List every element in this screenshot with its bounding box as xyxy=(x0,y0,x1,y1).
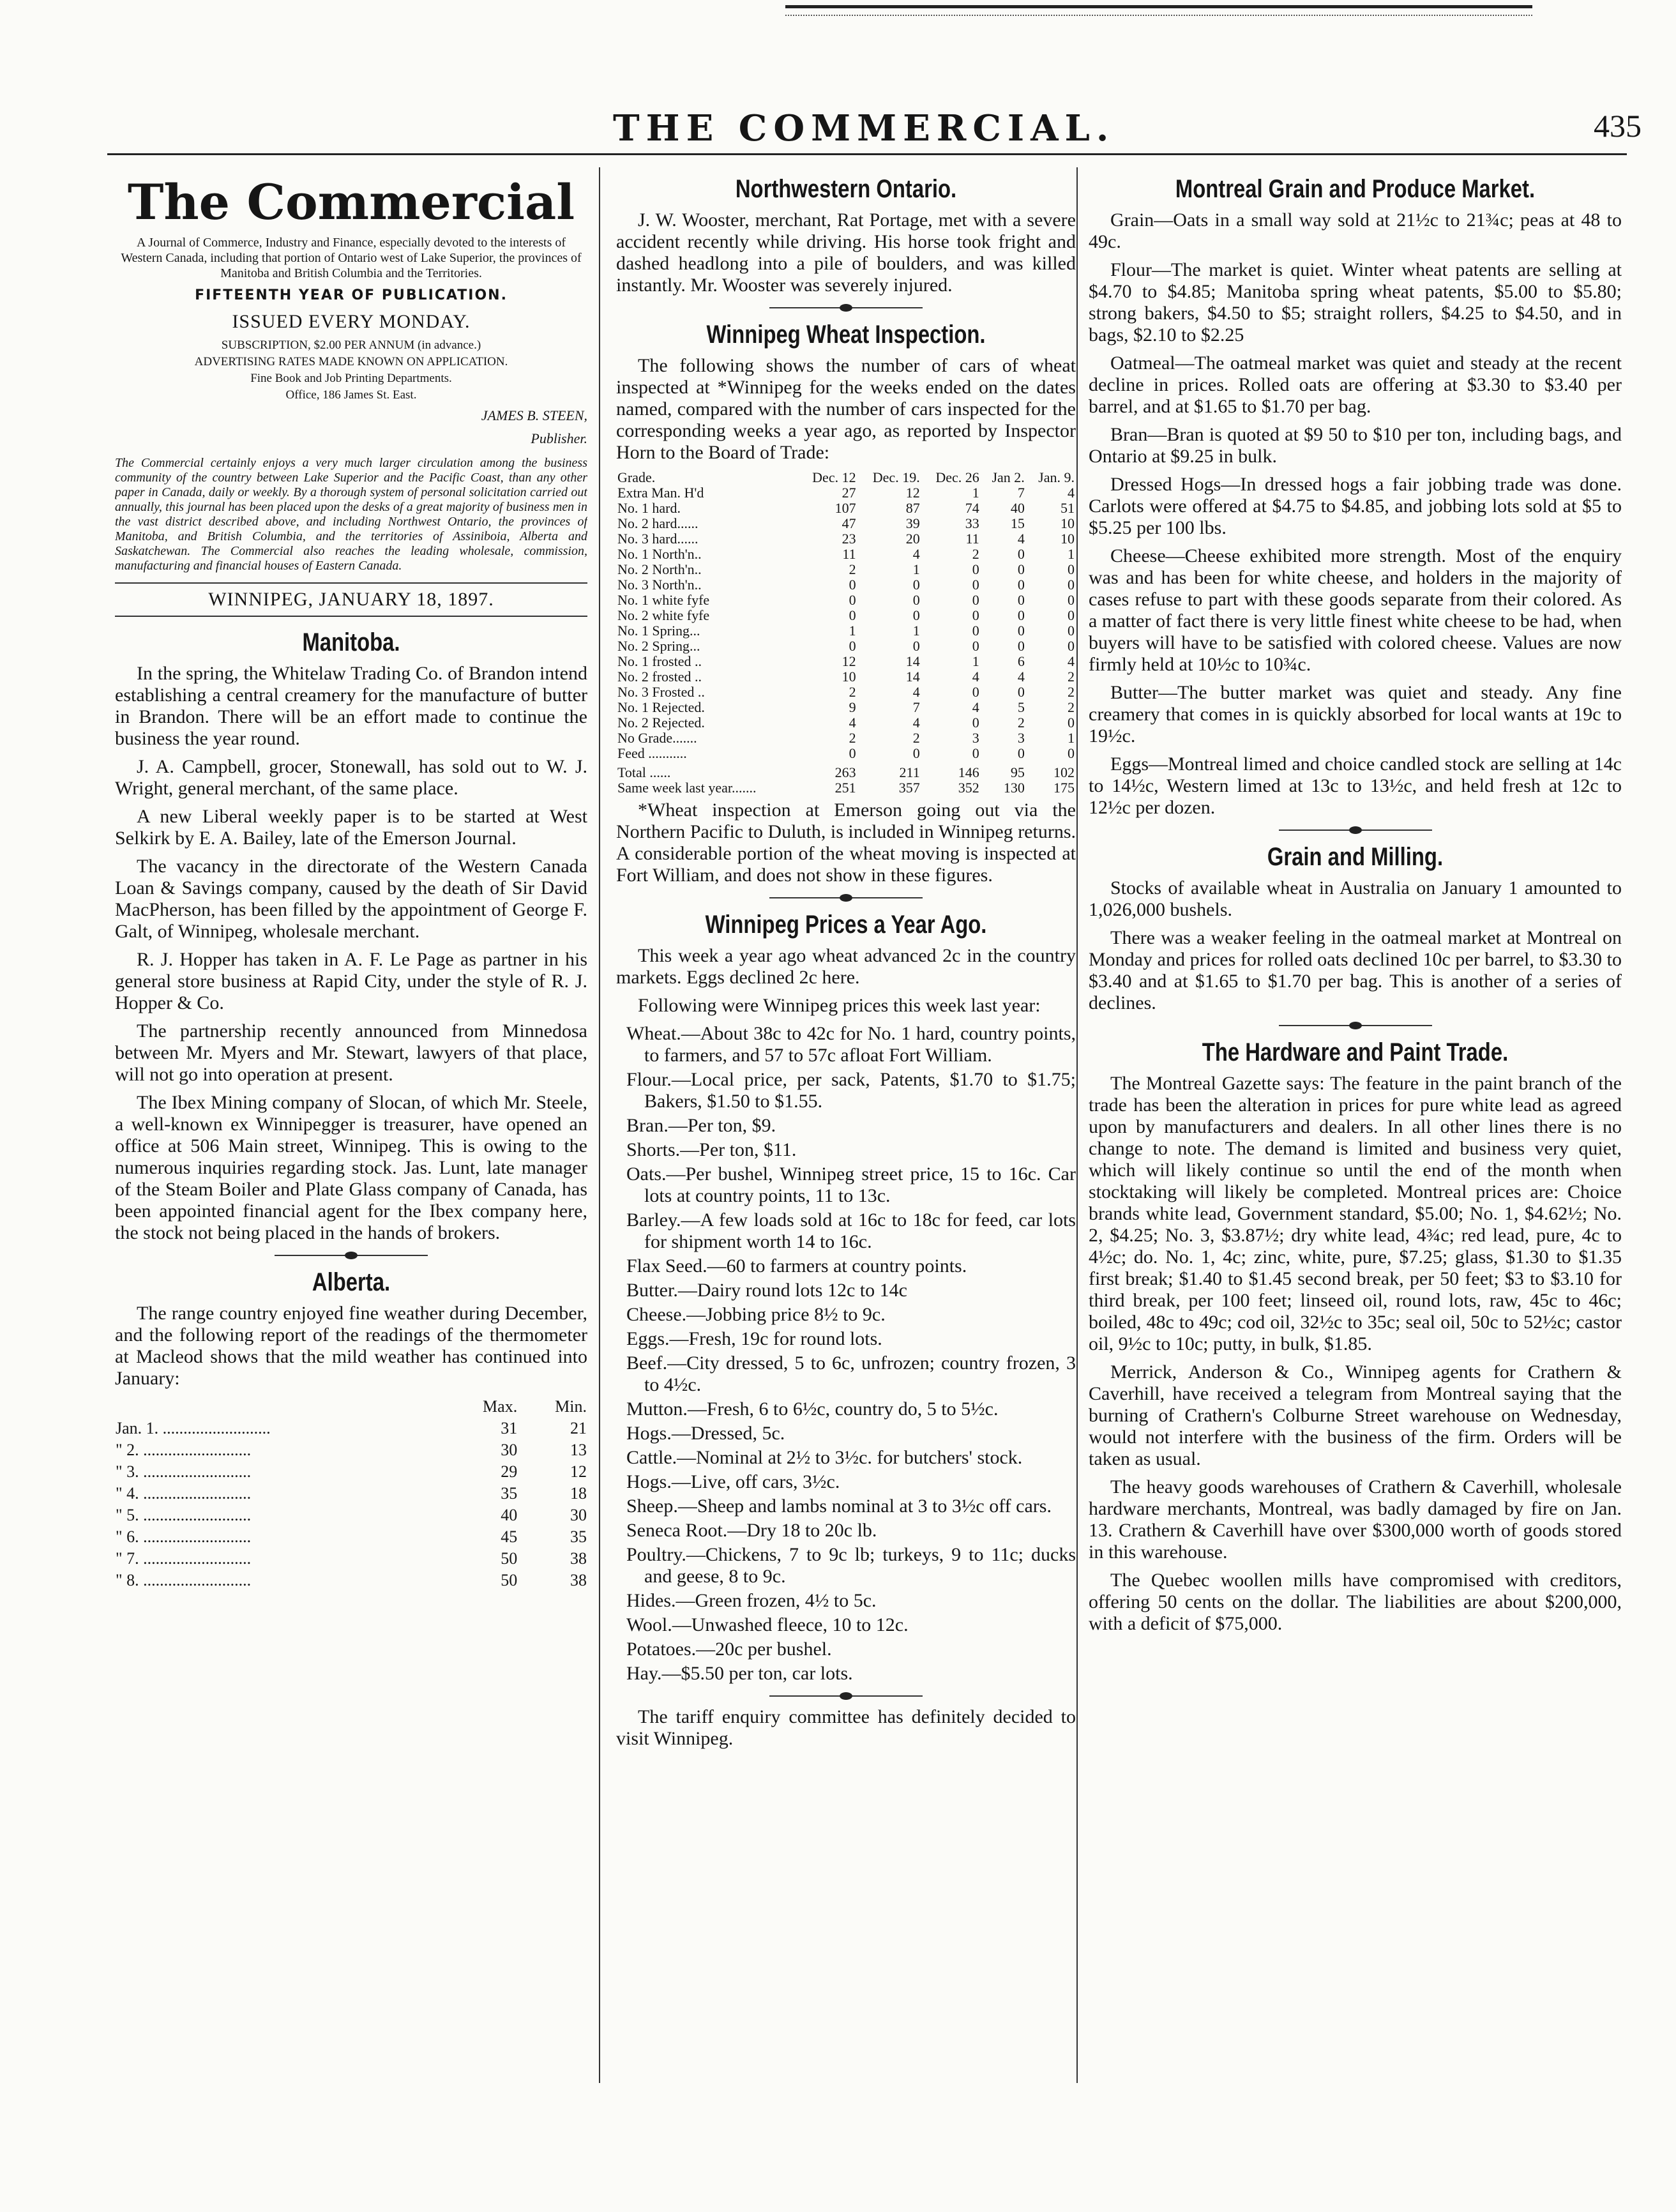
price-item: Hides.—Green frozen, 4½ to 5c. xyxy=(626,1590,877,1611)
table-cell: 0 xyxy=(1068,577,1075,593)
table-cell: 2 xyxy=(1068,699,1075,715)
table-cell: 4 xyxy=(912,546,920,562)
table-cell: Extra Man. H'd xyxy=(617,485,704,501)
article-paragraph: The range country enjoyed fine weather during December, and the following report of the readings of the thermometer at Macleod shows that the mild weather has continued into January: xyxy=(115,1303,587,1389)
table-cell: 4 xyxy=(1017,669,1025,685)
table-cell: " 8. .......................... xyxy=(116,1571,252,1589)
table-cell: 30 xyxy=(501,1441,518,1459)
table-cell: 102 xyxy=(1053,764,1075,780)
table-cell: No. 2 white fyfe xyxy=(617,607,710,623)
table-cell: 12 xyxy=(842,653,856,669)
column-rule xyxy=(599,167,600,2083)
table-cell: 23 xyxy=(842,531,856,547)
table-cell: 0 xyxy=(912,592,920,608)
table-cell: 0 xyxy=(849,577,856,593)
table-cell: 10 xyxy=(1061,515,1075,531)
table-row xyxy=(115,1548,587,1570)
table-row xyxy=(616,577,1076,593)
table-row xyxy=(115,1483,587,1504)
section-separator xyxy=(769,1691,923,1701)
publisher-name: JAMES B. STEEN, xyxy=(481,407,587,423)
table-cell: 0 xyxy=(972,684,979,700)
table-cell: 3 xyxy=(1017,730,1025,746)
table-row xyxy=(616,623,1076,639)
table-cell: No. 1 white fyfe xyxy=(617,592,710,608)
table-cell: 2 xyxy=(849,684,856,700)
table-row xyxy=(616,501,1076,516)
table-cell: 4 xyxy=(849,715,856,731)
table-cell: 20 xyxy=(905,531,920,547)
article-paragraph: Dressed Hogs—In dressed hogs a fair jobbing trade was done. Carlots were offered at $4.75 to $4.85, and jobbing lots sold at $5 to $5.25 per 100 lbs. xyxy=(1089,474,1622,538)
article-paragraph: Flour—The market is quiet. Winter wheat patents are selling at $4.70 to $4.85; Manitoba spring wheat patents, $5.00 to $5.80; strong bakers, $4.50 to $5; straight rollers, $4.25 to $4.50, and in bags, $2.10 to $2.25 xyxy=(1089,259,1622,345)
article-paragraph: There was a weaker feeling in the oatmeal market at Montreal on Monday and prices for rolled oats declined 10c per barrel, to $3.30 to $3.40 and at $1.65 to $1.70 per bag. This is another of a series of declines. xyxy=(1089,927,1622,1013)
column-rule xyxy=(1076,167,1078,2083)
table-cell: No. 1 North'n.. xyxy=(617,546,702,562)
table-cell: 0 xyxy=(1017,546,1025,562)
table-cell: 18 xyxy=(570,1484,587,1503)
masthead-title: The Commercial xyxy=(127,174,575,231)
table-header-cell: Dec. 12 xyxy=(812,469,856,485)
table-cell: 35 xyxy=(570,1527,587,1546)
table-cell: 40 xyxy=(1010,500,1025,516)
table-cell: 1 xyxy=(972,653,979,669)
table-cell: 352 xyxy=(958,780,979,796)
running-head xyxy=(0,107,1676,152)
table-cell: 12 xyxy=(905,485,920,501)
table-cell: 4 xyxy=(912,715,920,731)
table-cell: 4 xyxy=(1068,485,1075,501)
table-cell: 4 xyxy=(972,669,979,685)
table-header-cell: Jan. 9. xyxy=(1038,469,1075,485)
table-cell: 7 xyxy=(1017,485,1025,501)
wheat-inspection-note: *Wheat inspection at Emerson going out via the Northern Pacific to Duluth, is included in Winnipeg returns. A considerable portion of the wheat moving is inspected at Fort William, and does not show in these figures. xyxy=(616,799,1076,886)
table-header-cell: Jan 2. xyxy=(992,469,1025,485)
table-cell: 0 xyxy=(1017,607,1025,623)
table-cell: 0 xyxy=(1017,623,1025,639)
header-rule xyxy=(107,153,1627,155)
table-cell: 95 xyxy=(1010,764,1025,780)
price-item: Wool.—Unwashed fleece, 10 to 12c. xyxy=(626,1614,909,1635)
table-cell: 0 xyxy=(849,592,856,608)
table-cell: 0 xyxy=(972,592,979,608)
column-1 xyxy=(115,167,587,2019)
table-total-row xyxy=(616,761,1076,780)
table-cell: 35 xyxy=(501,1484,518,1503)
article-paragraph: In the spring, the Whitelaw Trading Co. of Brandon intend establishing a central creamery for the manufacture of butter in Brandon. There will be an effort made to continue the business the year round. xyxy=(115,663,587,749)
table-cell: 39 xyxy=(905,515,920,531)
article-paragraph: Stocks of available wheat in Australia on January 1 amounted to 1,026,000 bushels. xyxy=(1089,877,1622,920)
price-item: Poultry.—Chickens, 7 to 9c lb; turkeys, 9 to 11c; ducks and geese, 8 to 9c. xyxy=(626,1544,1076,1587)
table-cell: " 3. .......................... xyxy=(116,1462,252,1481)
table-row xyxy=(115,1418,587,1439)
table-cell: No. 2 Rejected. xyxy=(617,715,705,731)
article-paragraph: Oatmeal—The oatmeal market was quiet and steady at the recent decline in prices. Rolled oats are offering at $3.30 to $3.40 per barrel, and at $1.65 to $1.70 per bag. xyxy=(1089,352,1622,417)
table-cell: 0 xyxy=(1068,745,1075,761)
section-separator xyxy=(769,303,923,313)
table-cell: 0 xyxy=(1017,745,1025,761)
table-row xyxy=(616,685,1076,700)
price-item: Hogs.—Live, off cars, 3½c. xyxy=(626,1471,840,1492)
table-row xyxy=(616,669,1076,685)
table-cell: 251 xyxy=(834,780,856,796)
table-cell: 0 xyxy=(972,607,979,623)
temperature-table xyxy=(115,1396,587,1591)
price-item: Flax Seed.—60 to farmers at country points. xyxy=(626,1255,967,1276)
table-row xyxy=(616,731,1076,746)
dateline: WINNIPEG, JANUARY 18, 1897. xyxy=(115,582,587,617)
table-cell: 0 xyxy=(849,745,856,761)
table-cell: 0 xyxy=(972,623,979,639)
table-header-cell xyxy=(115,1396,442,1418)
running-title: THE COMMERCIAL. xyxy=(613,107,1115,149)
price-item: Seneca Root.—Dry 18 to 20c lb. xyxy=(626,1520,877,1541)
table-cell: 10 xyxy=(842,669,856,685)
section-heading-grain-milling: Grain and Milling. xyxy=(1267,843,1444,871)
table-cell: 15 xyxy=(1010,515,1025,531)
section-heading-alberta: Alberta. xyxy=(312,1268,391,1296)
table-cell: 0 xyxy=(1017,638,1025,654)
table-cell: 2 xyxy=(912,730,920,746)
table-cell: " 4. .......................... xyxy=(116,1484,252,1503)
price-item: Butter.—Dairy round lots 12c to 14c xyxy=(626,1280,907,1301)
table-cell: 0 xyxy=(1068,592,1075,608)
table-header-row xyxy=(115,1396,587,1418)
advertising-rates: ADVERTISING RATES MADE KNOWN ON APPLICATION. xyxy=(194,355,508,368)
table-cell: 263 xyxy=(834,764,856,780)
article-paragraph: The heavy goods warehouses of Crathern & Caverhill, wholesale hardware merchants, Montreal, was badly damaged by fire on Jan. 13. Crathern & Caverhill have over $300,000 worth of goods stored in this warehouse. xyxy=(1089,1476,1622,1563)
table-cell: 27 xyxy=(842,485,856,501)
price-item: Cheese.—Jobbing price 8½ to 9c. xyxy=(626,1304,886,1325)
table-cell: Feed ........... xyxy=(617,745,687,761)
price-item: Wheat.—About 38c to 42c for No. 1 hard, country points, to farmers, and 57 to 57c afloat Fort William. xyxy=(626,1023,1076,1066)
table-header-cell: Grade. xyxy=(617,469,656,485)
article-paragraph: J. W. Wooster, merchant, Rat Portage, met with a severe accident recently while driving. His horse took fright and dashed headlong into a pile of boulders, and was killed instantly. Mr. Wooster was severely injured. xyxy=(616,209,1076,296)
table-cell: 31 xyxy=(501,1419,518,1437)
publisher-title: Publisher. xyxy=(531,430,587,446)
table-cell: 2 xyxy=(849,561,856,577)
table-cell: 107 xyxy=(834,500,856,516)
table-cell: No. 1 Rejected. xyxy=(617,699,705,715)
tariff-note: The tariff enquiry committee has definitely decided to visit Winnipeg. xyxy=(616,1706,1076,1749)
section-separator xyxy=(1279,1020,1432,1031)
table-row xyxy=(616,485,1076,501)
table-cell: 4 xyxy=(972,699,979,715)
section-heading-hardware: The Hardware and Paint Trade. xyxy=(1202,1038,1509,1066)
table-cell: 0 xyxy=(1068,715,1075,731)
table-cell: 21 xyxy=(570,1419,587,1437)
table-cell: 4 xyxy=(912,684,920,700)
top-edge-rule xyxy=(785,5,1532,16)
table-cell: 2 xyxy=(1068,669,1075,685)
table-cell: 0 xyxy=(1017,561,1025,577)
article-paragraph: Following were Winnipeg prices this week last year: xyxy=(638,995,1041,1016)
table-cell: 0 xyxy=(1068,638,1075,654)
table-row xyxy=(616,700,1076,715)
table-cell: 2 xyxy=(972,546,979,562)
table-cell: 74 xyxy=(965,500,979,516)
price-item: Sheep.—Sheep and lambs nominal at 3 to 3½c off cars. xyxy=(626,1496,1052,1517)
table-header-row xyxy=(616,470,1076,485)
price-item: Hay.—$5.50 per ton, car lots. xyxy=(626,1663,853,1684)
table-cell: " 6. .......................... xyxy=(116,1527,252,1546)
table-cell: 1 xyxy=(972,485,979,501)
wheat-inspection-table xyxy=(616,470,1076,796)
table-cell: Same week last year....... xyxy=(617,780,757,796)
table-cell: 3 xyxy=(972,730,979,746)
table-cell: 14 xyxy=(905,653,920,669)
table-cell: 0 xyxy=(972,715,979,731)
table-cell: 5 xyxy=(1017,699,1025,715)
article-paragraph: A new Liberal weekly paper is to be started at West Selkirk by E. A. Bailey, late of the Emerson Journal. xyxy=(115,806,587,849)
table-cell: 38 xyxy=(570,1549,587,1568)
price-item: Bran.—Per ton, $9. xyxy=(626,1115,776,1136)
table-cell: 0 xyxy=(849,607,856,623)
table-cell: 38 xyxy=(570,1571,587,1589)
price-item: Cattle.—Nominal at 2½ to 3½c. for butchers' stock. xyxy=(626,1447,1023,1468)
table-cell: 0 xyxy=(972,638,979,654)
column-3 xyxy=(1089,167,1622,2019)
table-cell: 130 xyxy=(1003,780,1025,796)
table-cell: 29 xyxy=(501,1462,518,1481)
section-separator xyxy=(769,893,923,903)
table-cell: 6 xyxy=(1017,653,1025,669)
table-cell: 211 xyxy=(899,764,920,780)
table-header-cell: Min. xyxy=(555,1397,587,1416)
table-header-cell: Max. xyxy=(483,1397,518,1416)
table-cell: 1 xyxy=(1068,730,1075,746)
table-header-cell: Dec. 26 xyxy=(935,469,979,485)
table-row xyxy=(115,1526,587,1548)
table-row xyxy=(115,1570,587,1591)
table-cell: 4 xyxy=(1017,531,1025,547)
table-cell: No. 3 hard...... xyxy=(617,531,698,547)
table-cell: 11 xyxy=(842,546,856,562)
article-paragraph: Grain—Oats in a small way sold at 21½c to 21¾c; peas at 48 to 49c. xyxy=(1089,209,1622,252)
table-row xyxy=(616,562,1076,577)
table-cell: 0 xyxy=(912,638,920,654)
table-cell: 0 xyxy=(1017,577,1025,593)
table-cell: No. 2 hard...... xyxy=(617,515,698,531)
article-paragraph: Bran—Bran is quoted at $9 50 to $10 per ton, including bags, and Ontario at $9.25 in bulk. xyxy=(1089,424,1622,467)
table-last-year-row xyxy=(616,780,1076,796)
table-header-cell: Dec. 19. xyxy=(872,469,920,485)
table-cell: 2 xyxy=(1068,684,1075,700)
table-row xyxy=(616,715,1076,731)
section-heading-northwestern-ontario: Northwestern Ontario. xyxy=(735,175,957,203)
table-cell: 2 xyxy=(1017,715,1025,731)
table-cell: 146 xyxy=(958,764,979,780)
table-cell: 0 xyxy=(912,745,920,761)
table-cell: 12 xyxy=(570,1462,587,1481)
article-paragraph: Eggs—Montreal limed and choice candled stock are selling at 14c to 14½c, Western limed at 13c to 13½c, and held fresh at 12c to 12½c per dozen. xyxy=(1089,754,1622,818)
table-cell: " 5. .......................... xyxy=(116,1506,252,1524)
table-cell: " 7. .......................... xyxy=(116,1549,252,1568)
masthead-description: A Journal of Commerce, Industry and Finance, especially devoted to the interests of Western Canada, including that portion of Ontario west of Lake Superior, the provinces of Manitoba and British Columbia and the Territories. xyxy=(121,236,582,280)
article-paragraph: The Ibex Mining company of Slocan, of which Mr. Steele, a well-known ex Winnipegger is treasurer, have opened an office at 506 Main street, Winnipeg. This is owing to the numerous inquiries regarding stock. Jas. Lunt, late manager of the Steam Boiler and Plate Glass company of Canada, has been appointed financial agent for the Ibex company here, the stock not being placed in the hands of brokers. xyxy=(115,1092,587,1243)
table-cell: 1 xyxy=(1068,546,1075,562)
table-cell: 0 xyxy=(912,607,920,623)
price-item: Hogs.—Dressed, 5c. xyxy=(626,1423,785,1444)
table-cell: 0 xyxy=(912,577,920,593)
table-row xyxy=(616,547,1076,562)
section-heading-wheat-inspection: Winnipeg Wheat Inspection. xyxy=(706,321,986,349)
section-heading-prices-year-ago: Winnipeg Prices a Year Ago. xyxy=(705,911,987,939)
table-cell: 1 xyxy=(912,561,920,577)
table-cell: 4 xyxy=(1068,653,1075,669)
section-separator xyxy=(275,1250,428,1261)
section-separator xyxy=(1279,825,1432,835)
table-cell: " 2. .......................... xyxy=(116,1441,252,1459)
page-number: 435 xyxy=(1594,108,1642,144)
table-cell: 2 xyxy=(849,730,856,746)
table-cell: No. 1 hard. xyxy=(617,500,681,516)
price-item: Beef.—City dressed, 5 to 6c, unfrozen; country frozen, 3 to 4½c. xyxy=(626,1352,1076,1395)
article-paragraph: The Montreal Gazette says: The feature in the paint branch of the trade has been the alteration in prices for pure white lead as agreed upon by manufacturers and dealers. In all other lines there is no change to note. The demand is limited and business very quiet, which will likely continue so until the end of the month when stocktaking will likely be completed. Montreal prices are: Choice brands white lead, Government standard, $5.00; No. 1, $4.62½; No. 2, $4.25; No. 3, $3.87½; dry white lead, 4¾c; red lead, pure, 4c to 4½c; do. No. 1, 4c; zinc, white, pure, $7.25; glass, $1.30 to $1.35 first break; $1.40 to $1.45 second break, per 50 feet; $3 to $3.10 for third break, per 100 feet; linseed oil, round lots, raw, 45c to 46c; boiled, 48c to 49c; cod oil, 32½c to 35c; seal oil, 50c to 52½c; castor oil, 9½c to 10c; putty, in bulk, $1.85. xyxy=(1089,1073,1622,1354)
table-cell: 47 xyxy=(842,515,856,531)
article-paragraph: The partnership recently announced from Minnedosa between Mr. Myers and Mr. Stewart, lawyers of that place, will not go into operation at present. xyxy=(115,1020,587,1085)
article-paragraph: J. A. Campbell, grocer, Stonewall, has sold out to W. J. Wright, general merchant, of the same place. xyxy=(115,756,587,799)
office-address: Office, 186 James St. East. xyxy=(285,388,417,402)
table-cell: 87 xyxy=(905,500,920,516)
table-row xyxy=(616,639,1076,654)
price-item: Mutton.—Fresh, 6 to 6½c, country do, 5 to 5½c. xyxy=(626,1398,999,1420)
table-cell: Total ...... xyxy=(617,764,671,780)
table-cell: 9 xyxy=(849,699,856,715)
table-cell: 33 xyxy=(965,515,979,531)
table-row xyxy=(115,1461,587,1483)
price-item: Flour.—Local price, per sack, Patents, $1.70 to $1.75; Bakers, $1.50 to $1.55. xyxy=(626,1069,1076,1112)
table-row xyxy=(616,654,1076,669)
publication-year: FIFTEENTH YEAR OF PUBLICATION. xyxy=(195,287,508,303)
table-cell: 50 xyxy=(501,1571,518,1589)
table-row xyxy=(616,593,1076,608)
table-cell: Jan. 1. .......................... xyxy=(116,1419,271,1437)
table-cell: 30 xyxy=(570,1506,587,1524)
table-cell: 0 xyxy=(972,561,979,577)
table-cell: No. 2 frosted .. xyxy=(617,669,702,685)
article-paragraph: Merrick, Anderson & Co., Winnipeg agents for Crathern & Caverhill, have received a telegram from Montreal saying that the burning of Crathern's Colburne Street warehouse on Wednesday, would not interfere with the business of the firm. Orders will be taken as usual. xyxy=(1089,1361,1622,1469)
article-paragraph: The vacancy in the directorate of the Western Canada Loan & Savings company, caused by the death of Sir David MacPherson, has been filled by the appointment of George F. Galt, of Winnipeg, wholesale merchant. xyxy=(115,856,587,942)
table-cell: 10 xyxy=(1061,531,1075,547)
table-cell: 1 xyxy=(912,623,920,639)
table-cell: 0 xyxy=(849,638,856,654)
table-cell: No. 2 North'n.. xyxy=(617,561,702,577)
article-paragraph: R. J. Hopper has taken in A. F. Le Page as partner in his general store business at Rapid City, under the style of R. J. Hopper & Co. xyxy=(115,949,587,1013)
article-paragraph: Butter—The butter market was quiet and steady. Any fine creamery that comes in is quickly absorbed for local wants at 19c to 19½c. xyxy=(1089,682,1622,746)
subscription-rate: SUBSCRIPTION, $2.00 PER ANNUM (in advance.) xyxy=(221,338,481,352)
table-cell: 0 xyxy=(972,577,979,593)
article-paragraph: Cheese—Cheese exhibited more strength. Most of the enquiry was and has been for white cheese, and holders in the majority of cases refuse to part with these goods separate from their colored. As a matter of fact there is very little finest white cheese to be had, when buyers will have to be satisfied with colored cheese. Values are now firmly held at 10½c to 10¾c. xyxy=(1089,545,1622,675)
table-row xyxy=(616,608,1076,623)
table-cell: No Grade....... xyxy=(617,730,697,746)
table-row xyxy=(616,746,1076,761)
article-paragraph: The Quebec woollen mills have compromised with creditors, offering 50 cents on the dollar. The liabilities are about $200,000, with a deficit of $75,000. xyxy=(1089,1570,1622,1634)
table-row xyxy=(115,1439,587,1461)
table-cell: 0 xyxy=(1017,592,1025,608)
issue-frequency: ISSUED EVERY MONDAY. xyxy=(232,311,471,332)
price-item: Shorts.—Per ton, $11. xyxy=(626,1139,797,1160)
table-row xyxy=(115,1504,587,1526)
price-item: Oats.—Per bushel, Winnipeg street price, 15 to 16c. Car lots at country points, 11 to 13c. xyxy=(626,1163,1076,1206)
table-cell: No. 3 Frosted .. xyxy=(617,684,705,700)
table-cell: No. 1 frosted .. xyxy=(617,653,702,669)
table-cell: 7 xyxy=(912,699,920,715)
table-cell: 51 xyxy=(1061,500,1075,516)
table-cell: 175 xyxy=(1053,780,1075,796)
article-paragraph: The following shows the number of cars of wheat inspected at *Winnipeg for the weeks ended on the dates named, compared with the number of cars inspected for the corresponding weeks a year ago, as reported by Inspector Horn to the Board of Trade: xyxy=(616,355,1076,463)
price-item: Potatoes.—20c per bushel. xyxy=(626,1639,832,1660)
table-cell: 1 xyxy=(849,623,856,639)
table-cell: 45 xyxy=(501,1527,518,1546)
table-row xyxy=(616,531,1076,547)
table-cell: 13 xyxy=(570,1441,587,1459)
table-cell: 11 xyxy=(965,531,979,547)
column-2 xyxy=(616,167,1076,2089)
table-cell: 0 xyxy=(1068,607,1075,623)
table-cell: No. 3 North'n.. xyxy=(617,577,702,593)
printing-departments: Fine Book and Job Printing Departments. xyxy=(250,372,452,385)
table-cell: 357 xyxy=(898,780,920,796)
circulation-note: The Commercial certainly enjoys a very much larger circulation among the business community of the country between Lake Superior and the Pacific Coast, than any other paper in Canada, daily or weekly. By a thorough system of personal solicitation carried out annually, this journal has been placed upon the desks of a great majority of business men in the vast district described above, and including Northwest Ontario, the provinces of Manitoba, and British Columbia, and the territories of Assiniboia, Alberta and Saskatchewan. The Commercial also reaches the leading wholesale, commission, manufacturing and financial houses of Eastern Canada. xyxy=(115,456,587,573)
table-cell: 40 xyxy=(501,1506,518,1524)
table-row xyxy=(616,516,1076,531)
table-cell: 0 xyxy=(1068,561,1075,577)
table-cell: 50 xyxy=(501,1549,518,1568)
section-heading-manitoba: Manitoba. xyxy=(302,628,400,656)
table-cell: 14 xyxy=(905,669,920,685)
table-cell: No. 2 Spring... xyxy=(617,638,700,654)
table-cell: 0 xyxy=(1068,623,1075,639)
table-cell: No. 1 Spring... xyxy=(617,623,700,639)
price-item: Eggs.—Fresh, 19c for round lots. xyxy=(626,1328,882,1349)
table-cell: 0 xyxy=(1017,684,1025,700)
article-paragraph: This week a year ago wheat advanced 2c in the country markets. Eggs declined 2c here. xyxy=(616,945,1076,988)
price-item: Barley.—A few loads sold at 16c to 18c for feed, car lots for shipment worth 14 to 16c. xyxy=(626,1209,1076,1252)
section-heading-montreal: Montreal Grain and Produce Market. xyxy=(1175,175,1536,203)
table-cell: 0 xyxy=(972,745,979,761)
